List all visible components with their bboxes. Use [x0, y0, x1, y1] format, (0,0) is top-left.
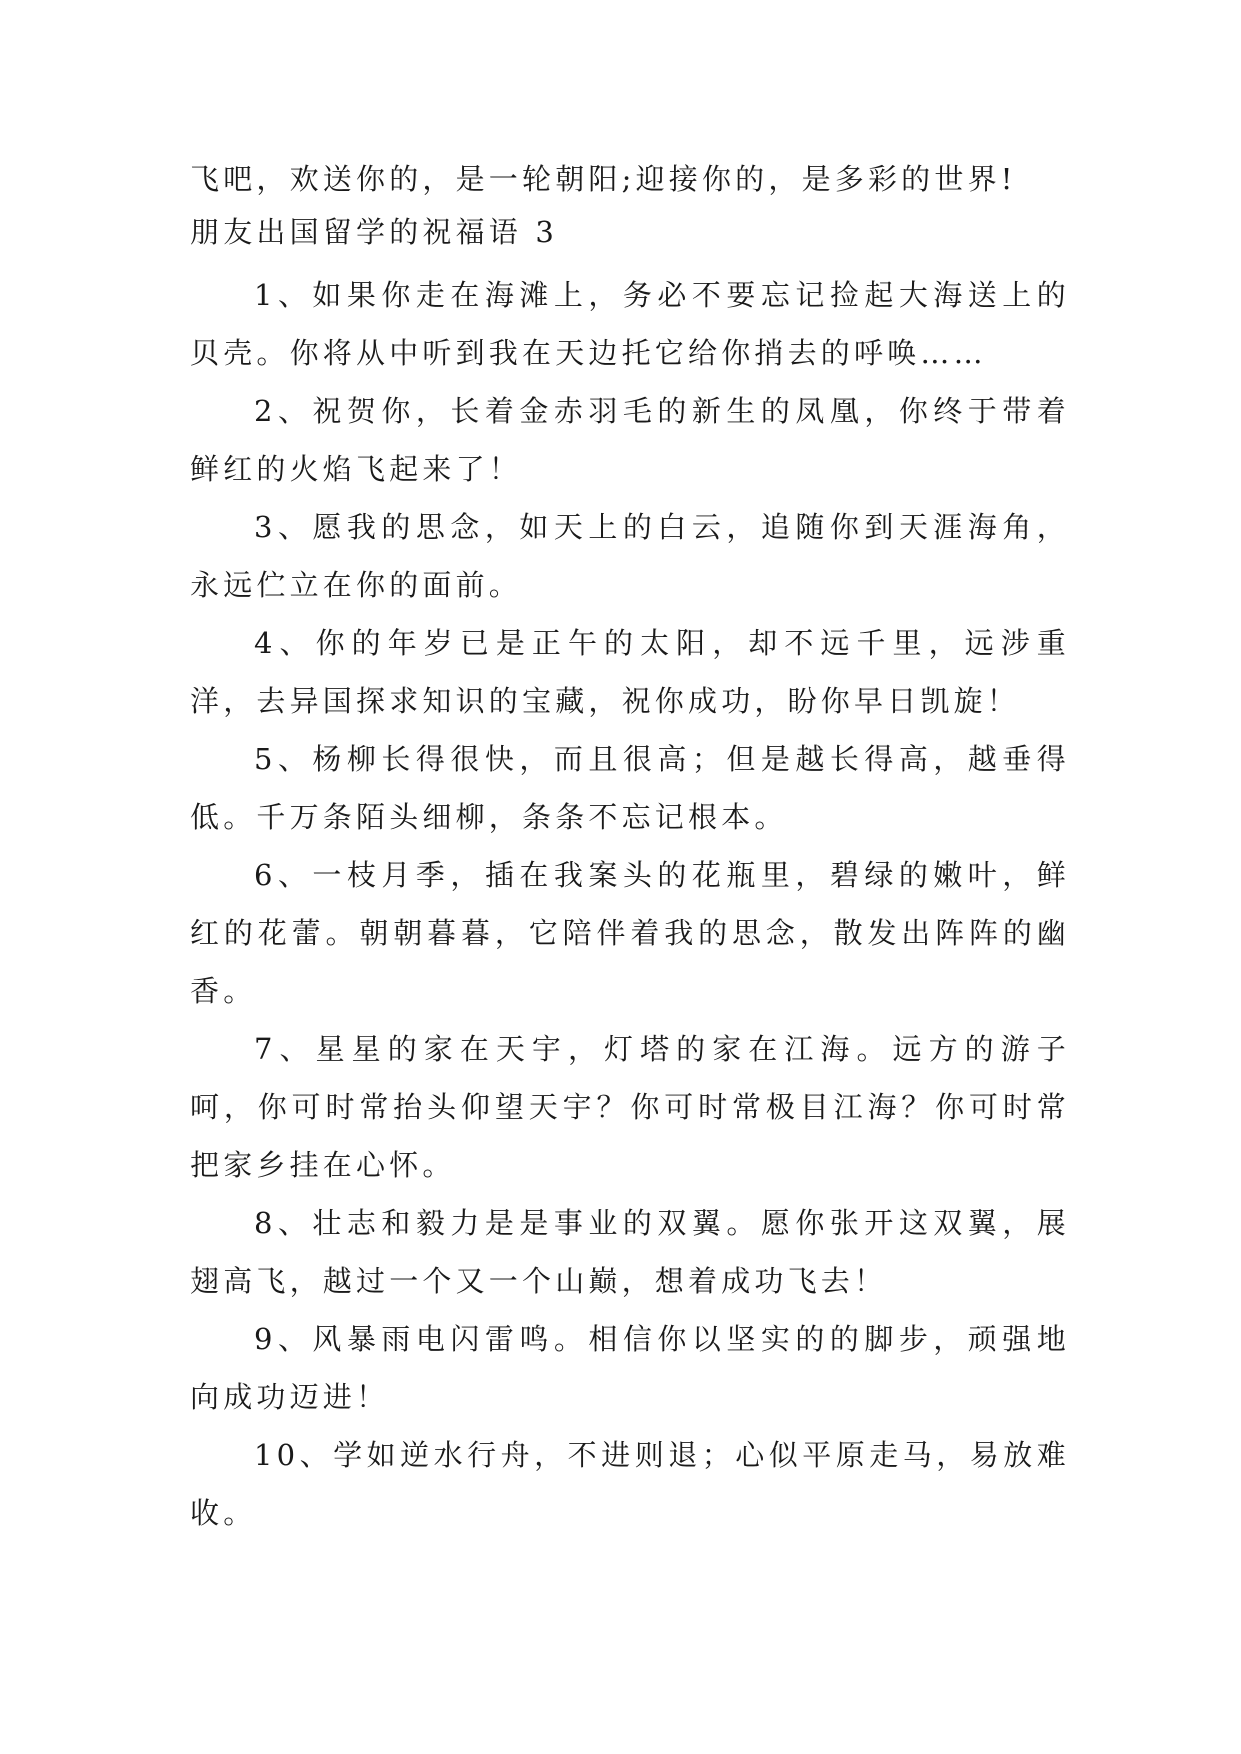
list-item: 4、你的年岁已是正午的太阳，却不远千里，远涉重洋，去异国探求知识的宝藏，祝你成功，盼你早日凯旋！	[190, 626, 1070, 718]
list-item: 10、学如逆水行舟，不进则退；心似平原走马，易放难收。	[190, 1438, 1070, 1530]
list-item: 2、祝贺你，长着金赤羽毛的新生的凤凰，你终于带着鲜红的火焰飞起来了！	[190, 394, 1070, 486]
document-page	[190, 150, 1070, 1542]
list-item: 5、杨柳长得很快，而且很高；但是越长得高，越垂得低。千万条陌头细柳，条条不忘记根本。	[190, 742, 1070, 834]
list-item: 6、一枝月季，插在我案头的花瓶里，碧绿的嫩叶，鲜红的花蕾。朝朝暮暮，它陪伴着我的思念，散发出阵阵的幽香。	[190, 858, 1070, 1008]
list-item: 9、风暴雨电闪雷鸣。相信你以坚实的的脚步，顽强地向成功迈进！	[190, 1322, 1070, 1414]
section-heading: 朋友出国留学的祝福语 3	[190, 215, 559, 249]
opening-line: 飞吧，欢送你的，是一轮朝阳;迎接你的，是多彩的世界!	[190, 162, 1017, 196]
list-item: 1、如果你走在海滩上，务必不要忘记捡起大海送上的贝壳。你将从中听到我在天边托它给你捎去的呼唤……	[190, 278, 1070, 370]
list-item: 3、愿我的思念，如天上的白云，追随你到天涯海角，永远伫立在你的面前。	[190, 510, 1070, 602]
list-item: 8、壮志和毅力是是事业的双翼。愿你张开这双翼，展翅高飞，越过一个又一个山巅，想着成功飞去！	[190, 1206, 1070, 1298]
list-item: 7、星星的家在天宇，灯塔的家在江海。远方的游子呵，你可时常抬头仰望天宇？你可时常极目江海？你可时常把家乡挂在心怀。	[190, 1032, 1070, 1182]
